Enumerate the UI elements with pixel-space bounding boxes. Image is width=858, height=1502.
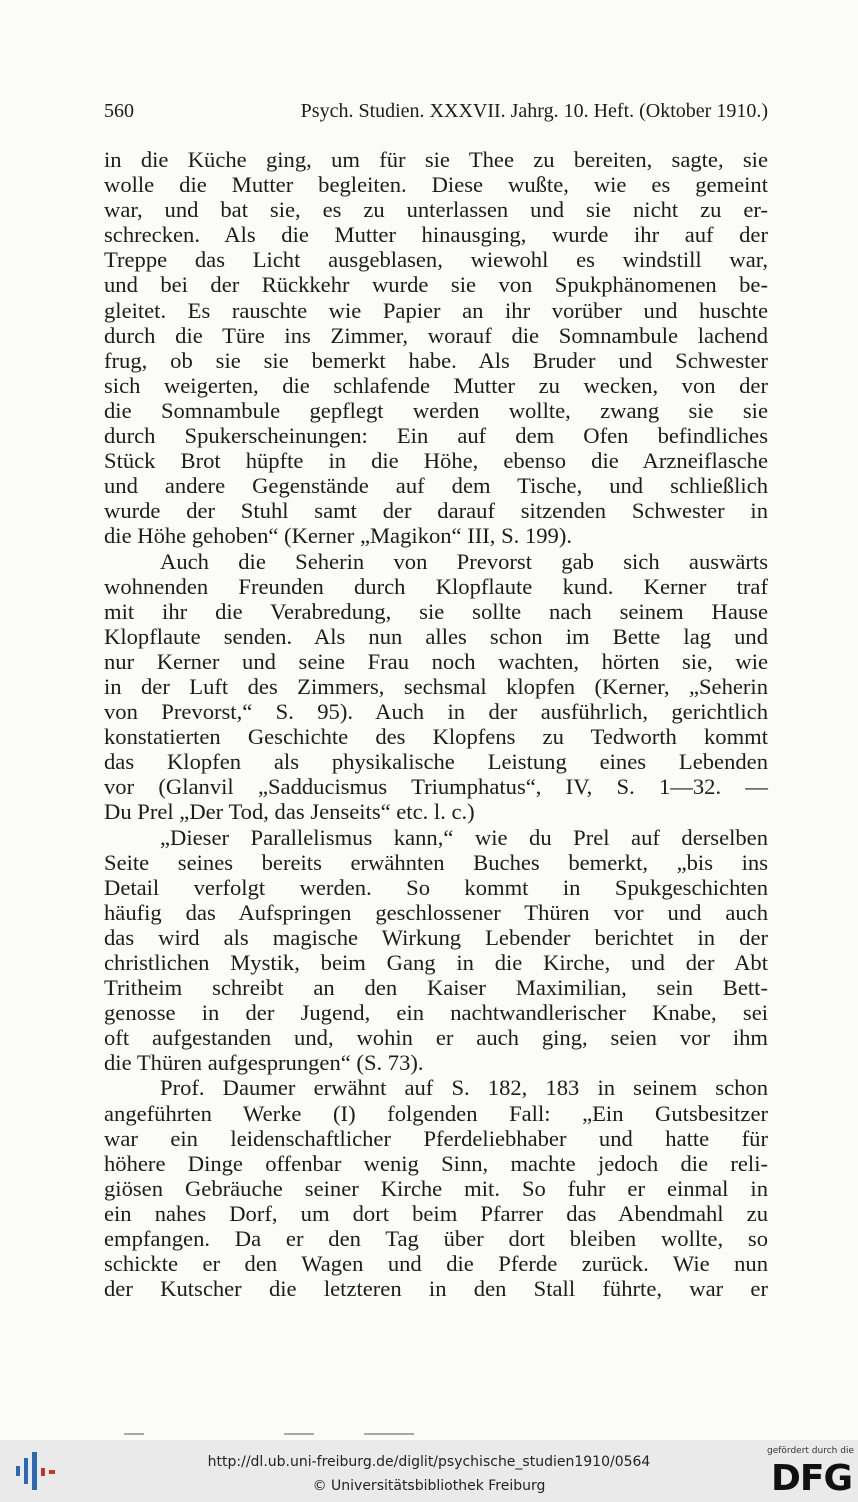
text-line: die Somnambule gepflegt werden wollte, zwang sie sie: [104, 397, 768, 423]
text-line: war ein leidenschaftlicher Pferdeliebhaber und hatte für: [104, 1125, 768, 1151]
text-line: mit ihr die Verabredung, sie sollte nach seinem Hause: [104, 598, 768, 624]
text-line: schickte er den Wagen und die Pferde zurück. Wie nun: [104, 1251, 768, 1277]
text-line: Prof. Daumer erwähnt auf S. 182, 183 in seinem schon: [160, 1075, 768, 1101]
body-text: [104, 147, 768, 1301]
text-line: sich weigerten, die schlafende Mutter zu wecken, von der: [104, 372, 768, 398]
text-line: wohnenden Freunden durch Klopflaute kund. Kerner traf: [104, 573, 768, 599]
text-line: Tritheim schreibt an den Kaiser Maximilian, sein Bett-: [104, 975, 768, 1001]
text-line: von Prevorst,“ S. 95). Auch in der ausführlich, gerichtlich: [104, 699, 768, 725]
text-line: das wird als magische Wirkung Lebender berichtet in der: [104, 924, 768, 950]
text-line: in die Küche ging, um für sie Thee zu bereiten, sagte, sie: [104, 147, 768, 172]
text-line: ein nahes Dorf, um dort beim Pfarrer das Abendmahl zu: [104, 1200, 768, 1226]
text-line: häufig das Aufspringen geschlossener Thüren vor und auch: [104, 899, 768, 925]
text-line: wolle die Mutter begleiten. Diese wußte, wie es gemeint: [104, 172, 768, 198]
copyright-text: © Universitätsbibliothek Freiburg: [312, 1478, 546, 1494]
text-line: und bei der Rückkehr wurde sie von Spukphänomenen be-: [104, 272, 768, 298]
text-line: „Dieser Parallelismus kann,“ wie du Prel auf derselben: [160, 824, 768, 850]
text-line: konstatierten Geschichte des Klopfens zu Tedworth kommt: [104, 724, 768, 750]
text-line: der Kutscher die letzteren in den Stall führte, war er: [104, 1276, 768, 1302]
text-line: angeführten Werke (I) folgenden Fall: „Ein Gutsbesitzer: [104, 1100, 768, 1126]
source-url-link[interactable]: http://dl.ub.uni-freiburg.de/diglit/psychische_studien1910/0564: [207, 1454, 651, 1470]
text-line: die Höhe gehoben“ (Kerner „Magikon“ III, S. 199).: [104, 523, 573, 549]
text-line: frug, ob sie sie bemerkt habe. Als Bruder und Schwester: [104, 347, 768, 373]
text-line: gleitet. Es rauschte wie Papier an ihr vorüber und huschte: [104, 297, 768, 323]
text-line: Seite seines bereits erwähnten Buches bemerkt, „bis ins: [104, 849, 768, 875]
text-line: giösen Gebräuche seiner Kirche mit. So fuhr er einmal in: [104, 1175, 768, 1201]
text-line: nur Kerner und seine Frau noch wachten, hörten sie, wie: [104, 648, 768, 674]
text-line: Treppe das Licht ausgeblasen, wiewohl es windstill war,: [104, 247, 768, 273]
text-line: und andere Gegenstände auf dem Tische, und schließlich: [104, 473, 768, 499]
text-line: genosse in der Jugend, ein nachtwandlerischer Knabe, sei: [104, 1000, 768, 1026]
dfg-logo-mark: DFG: [770, 1458, 852, 1499]
text-line: schrecken. Als die Mutter hinausging, wurde ihr auf der: [104, 222, 768, 248]
text-line: die Thüren aufgesprungen“ (S. 73).: [104, 1050, 424, 1076]
text-line: das Klopfen als physikalische Leistung eines Lebenden: [104, 749, 768, 775]
text-line: durch die Türe ins Zimmer, worauf die Somnambule lachend: [104, 322, 768, 348]
text-line: durch Spukerscheinungen: Ein auf dem Ofen befindliches: [104, 423, 768, 449]
text-line: oft aufgestanden und, wohin er auch ging, seien vor ihm: [104, 1025, 768, 1051]
text-line: christlichen Mystik, beim Gang in die Kirche, und der Abt: [104, 950, 768, 975]
text-line: höhere Dinge offenbar wenig Sinn, machte jedoch die reli-: [104, 1150, 768, 1176]
dfg-logo[interactable]: [754, 1446, 854, 1498]
text-line: wurde der Stuhl samt der darauf sitzenden Schwester in: [104, 498, 768, 524]
text-line: Detail verfolgt werden. So kommt in Spukgeschichten: [104, 874, 768, 900]
text-line: war, und bat sie, es zu unterlassen und sie nicht zu er-: [104, 197, 768, 223]
page-number: 560: [104, 100, 134, 122]
bottom-scan-marks: [104, 1432, 768, 1436]
text-line: Stück Brot hüpfte in die Höhe, ebenso die Arzneiflasche: [104, 448, 768, 474]
running-title: Psych. Studien. XXXVII. Jahrg. 10. Heft. (Oktober 1910.): [300, 100, 768, 122]
funder-note: gefördert durch die: [767, 1446, 854, 1456]
footer-bar: [0, 1440, 858, 1502]
running-header: [104, 100, 768, 132]
text-line: vor (Glanvil „Sadducismus Triumphatus“, IV, S. 1—32. —: [104, 774, 768, 800]
text-line: empfangen. Da er den Tag über dort bleiben wollte, so: [104, 1226, 768, 1252]
text-line: Klopflaute senden. Als nun alles schon im Bette lag und: [104, 623, 768, 649]
text-line: Auch die Seherin von Prevorst gab sich auswärts: [160, 548, 768, 574]
text-line: in der Luft des Zimmers, sechsmal klopfen (Kerner, „Seherin: [104, 673, 768, 699]
text-line: Du Prel „Der Tod, das Jenseits“ etc. l. c.): [104, 799, 475, 825]
